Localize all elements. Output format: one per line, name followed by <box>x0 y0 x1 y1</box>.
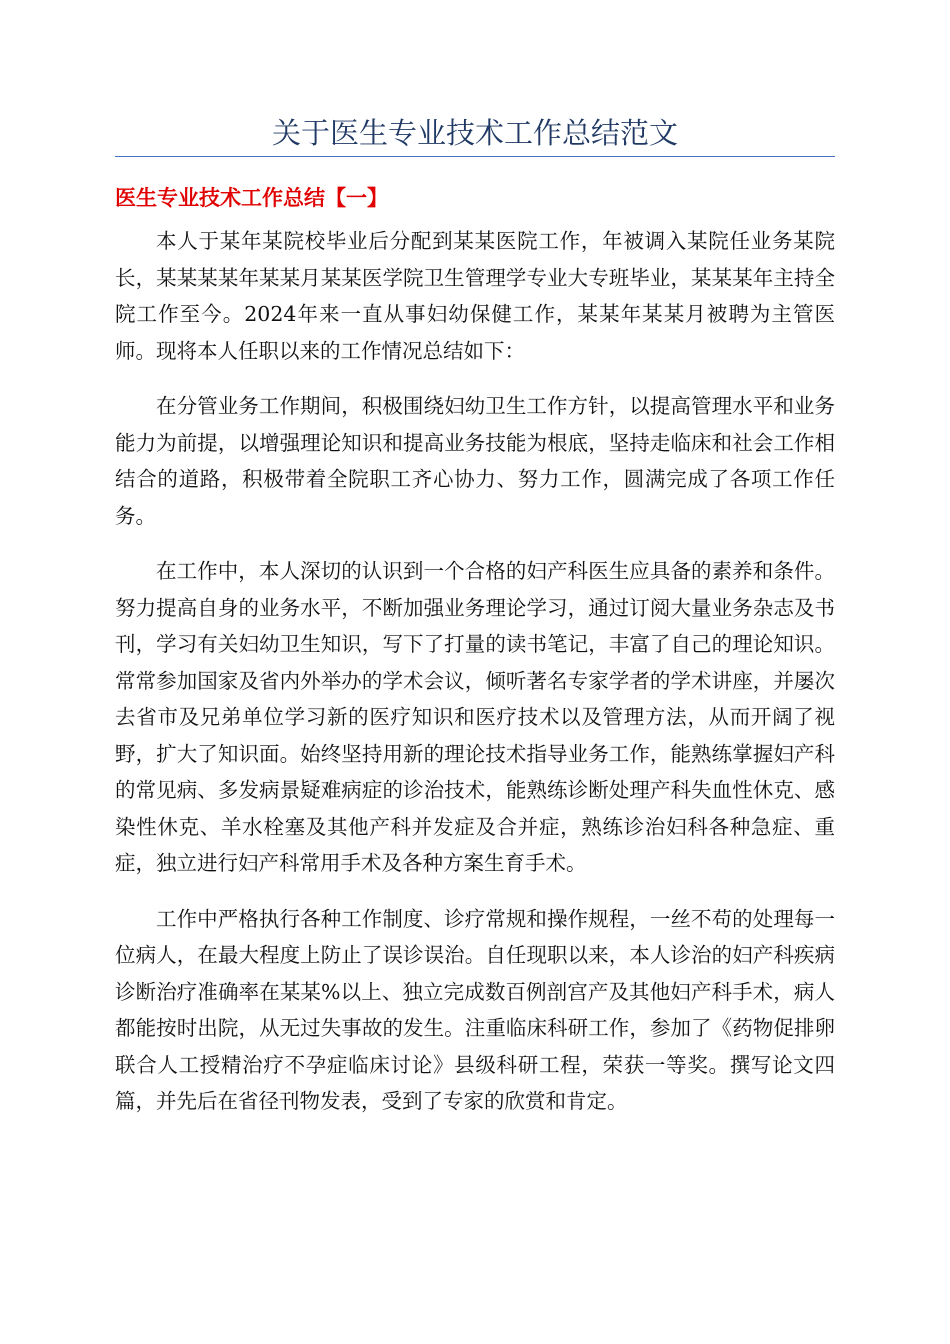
paragraph-3: 在工作中，本人深切的认识到一个合格的妇产科医生应具备的素养和条件。努力提高自身的业务水平，不断加强业务理论学习，通过订阅大量业务杂志及书刊，学习有关妇幼卫生知识，写下了打量的读书笔记，丰富了自己的理论知识。常常参加国家及省内外举办的学术会议，倾听著名专家学者的学术讲座，并屡次去省市及兄弟单位学习新的医疗知识和医疗技术以及管理方法，从而开阔了视野，扩大了知识面。始终坚持用新的理论技术指导业务工作，能熟练掌握妇产科的常见病、多发病景疑难病症的诊治技术，能熟练诊断处理产科失血性休克、感染性休克、羊水栓塞及其他产科并发症及合并症，熟练诊治妇科各种急症、重症，独立进行妇产科常用手术及各种方案生育手术。 <box>115 559 835 875</box>
document-title: 关于医生专业技术工作总结范文 <box>271 116 678 150</box>
paragraph-4: 工作中严格执行各种工作制度、诊疗常规和操作规程，一丝不苟的处理每一位病人，在最大程度上防止了误诊误治。自任现职以来，本人诊治的妇产科疾病诊断治疗准确率在某某%以上、独立完成数百例剖宫产及其他妇产科手术，病人都能按时出院，从无过失事故的发生。注重临床科研工作，参加了《药物促排卵联合人工授精治疗不孕症临床讨论》县级科研工程，荣获一等奖。撰写论文四篇，并先后在省径刊物发表，受到了专家的欣赏和肯定。 <box>115 906 835 1113</box>
section-heading: 医生专业技术工作总结【一】 <box>115 186 388 210</box>
title-underline <box>115 156 835 157</box>
paragraph-2: 在分管业务工作期间，积极围绕妇幼卫生工作方针，以提高管理水平和业务能力为前提，以增强理论知识和提高业务技能为根底，坚持走临床和社会工作相结合的道路，积极带着全院职工齐心协力、努力工作，圆满完成了各项工作任务。 <box>115 394 835 528</box>
paragraph-1: 本人于某年某院校毕业后分配到某某医院工作，年被调入某院任业务某院长，某某某某年某某月某某医学院卫生管理学专业大专班毕业，某某某年主持全院工作至今。2024年来一直从事妇幼保健工作，某某年某某月被聘为主管医师。现将本人任职以来的工作情况总结如下： <box>115 229 835 363</box>
document-page <box>115 110 835 1139</box>
